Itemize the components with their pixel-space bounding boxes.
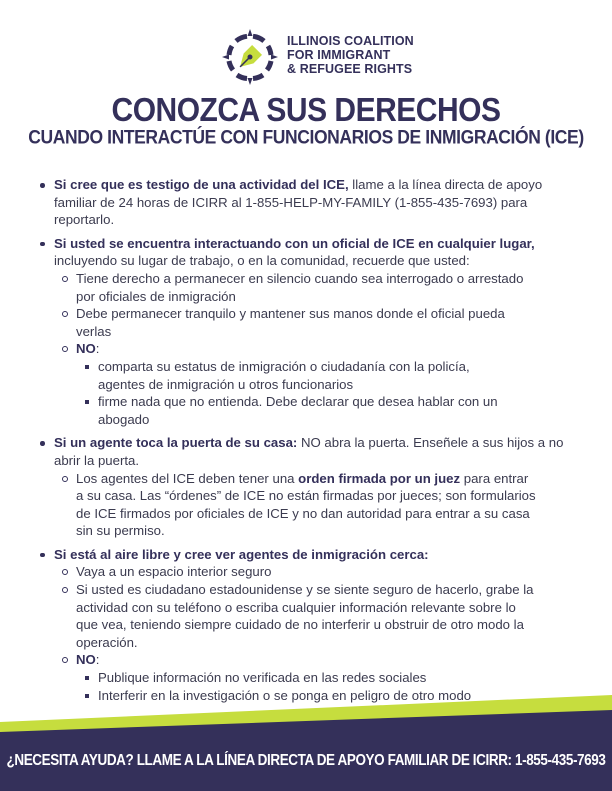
list-item: Publique información no verificada en las redes sociales [0,669,536,687]
list-item: Interferir en la investigación o se ponga en peligro de otro modo [0,687,536,705]
org-name-line3: & REFUGEE RIGHTS [287,62,413,76]
section-lead: Si está al aire libre y cree ver agentes de inmigración cerca: [54,546,429,562]
no-label: NO [76,652,96,668]
section-lead: Si usted se encuentra interactuando con un oficial de ICE en cualquier lugar, [54,235,535,251]
section-lead: Si cree que es testigo de una actividad del ICE, [54,177,349,192]
list-item: Tiene derecho a permanecer en silencio cuando sea interrogado o arrestado por oficiales de inmigración [0,270,574,305]
org-name-line2: FOR IMMIGRANT [287,48,391,62]
list-item: Debe permanecer tranquilo y mantener sus manos donde el oficial pueda verlas [0,305,574,340]
no-label: NO [76,341,96,357]
sub-text-pre: Los agentes del ICE deben tener una [76,470,299,486]
no-colon: : [95,341,100,357]
section-text: incluyendo su lugar de trabajo, o en la comunidad, recuerde que usted: [54,253,470,269]
section-lead: Si un agente toca la puerta de su casa: [54,435,298,451]
section-text: llame a la línea directa de apoyo familiar de 24 horas de ICIRR al 1-855-HELP-MY-FAMILY (1-855-435-7693) para reportarlo. [54,177,543,228]
footer-helpline: ¿NECESITA AYUDA? LLAME A LA LÍNEA DIRECTA DE APOYO FAMILIAR DE ICIRR: 1-855-435-7693 [6,751,606,769]
list-item: firme nada que no entienda. Debe declarar que desea hablar con un abogado [0,393,536,428]
section-text: NO abra la puerta. Enseñele a sus hijos a no abrir la puerta. [54,435,564,468]
sub-text-post: para entrar a su casa. Las “órdenes” de ICE no están firmadas por jueces; son formularios de ICE firmados por oficiales de ICE y no dan autoridad para entrar a su casa sin su permiso. [76,470,536,539]
sub-text-bold: orden firmada por un juez [298,470,461,486]
list-item: comparta su estatus de inmigración o ciudadanía con la policía, agentes de inmigración u otros funcionarios [0,358,536,393]
no-colon: : [95,652,100,668]
list-item: Si usted es ciudadano estadounidense y se siente seguro de hacerlo, grabe la actividad con su teléfono o escriba cualquier información relevante sobre lo que vea, teniendo siempre cuidado de no interferir u obstruir de otro modo la operación. [0,581,574,651]
page-title: CONOZCA SUS DERECHOS [111,92,501,129]
list-item: Vaya a un espacio interior seguro [0,563,574,581]
page-subtitle: CUANDO INTERACTÚE CON FUNCIONARIOS DE INMIGRACIÓN (ICE) [28,126,584,148]
org-name-line1: ILLINOIS COALITION [287,34,414,48]
